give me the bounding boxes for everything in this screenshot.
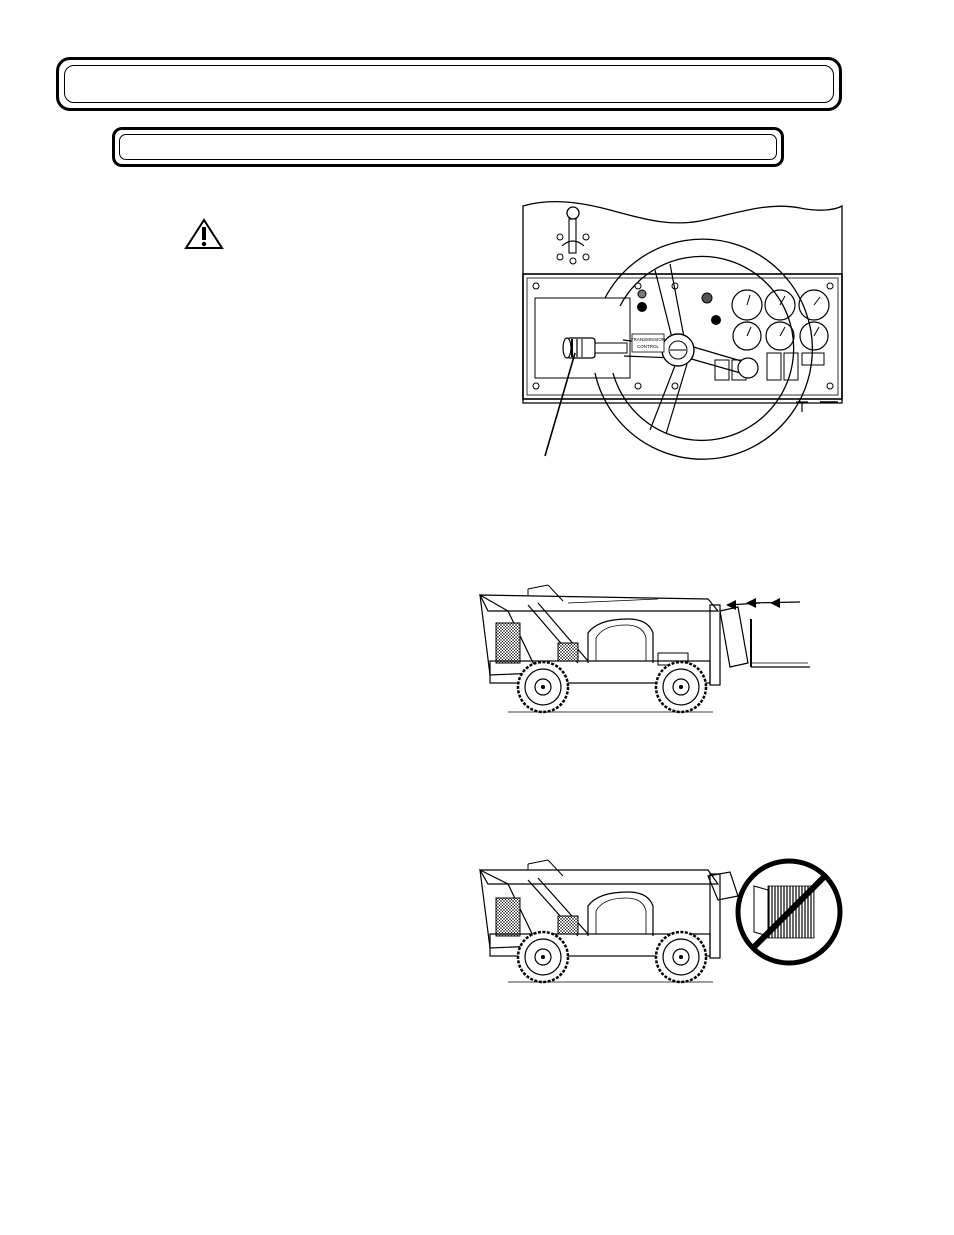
section-header-inner-border xyxy=(64,65,834,103)
subsection-header-inner-border xyxy=(119,134,777,160)
warning-triangle-icon xyxy=(184,218,224,250)
hub-label-line-1: TRANSMISSION xyxy=(630,337,666,342)
dashboard-illustration xyxy=(520,198,850,463)
telehandler-prohibited-illustration xyxy=(468,856,844,984)
hub-label-line-2: CONTROL xyxy=(636,344,660,349)
steering-wheel-icon xyxy=(595,239,812,459)
telehandler-push-illustration xyxy=(468,583,820,715)
subsection-header-banner xyxy=(112,127,784,167)
shift-lever-icon xyxy=(557,207,589,264)
push-arrow-icon xyxy=(726,598,800,610)
prohibition-circle-icon xyxy=(738,861,840,963)
section-header-banner xyxy=(56,57,842,111)
